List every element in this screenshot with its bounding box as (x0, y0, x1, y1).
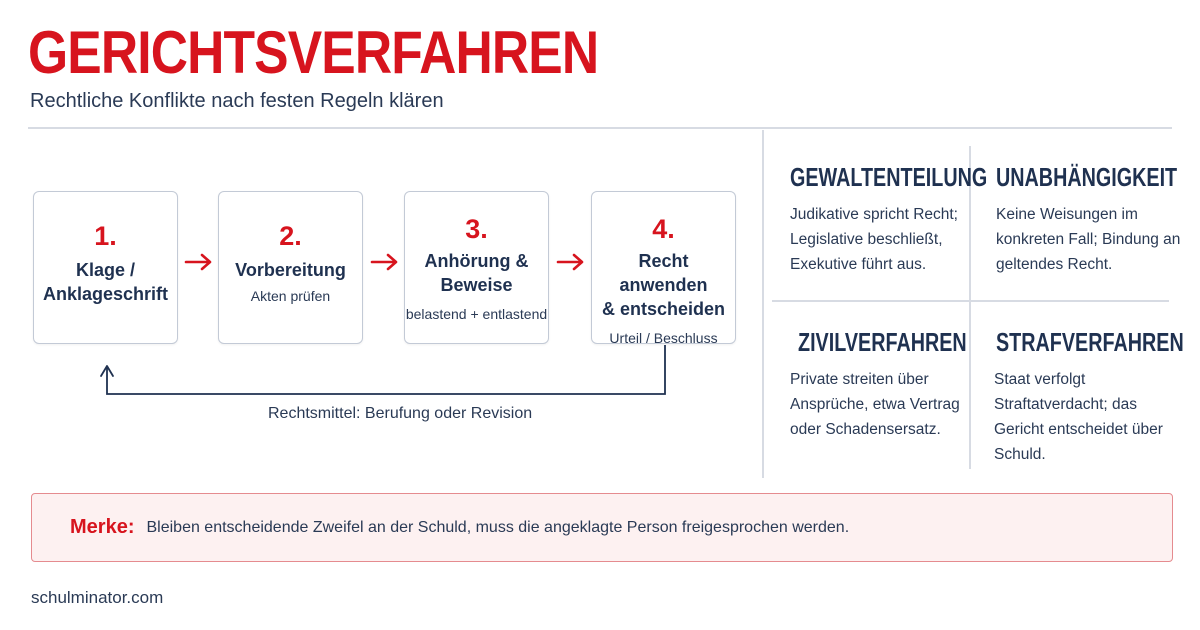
step-note: belastend + entlastend (405, 306, 548, 322)
page-subtitle: Rechtliche Konflikte nach festen Regeln klären (30, 90, 444, 112)
principle-text: Staat verfolgt Straftatverdacht; das Gericht entscheidet über Schuld. (994, 371, 1163, 463)
grid-divider-main (762, 130, 764, 478)
page-title: GERICHTSVERFAHREN (28, 19, 599, 86)
principle-strafverfahren (996, 327, 1186, 467)
step-note: Urteil / Beschluss (609, 330, 718, 346)
principle-text: Private streiten über Ansprüche, etwa Vertrag oder Schadensersatz. (790, 371, 960, 438)
principle-heading: GEWALTENTEILUNG (790, 162, 988, 192)
merke-note-box (31, 493, 1173, 562)
step-label: Anhörung & Beweise (424, 251, 529, 295)
step-label: Recht anwenden & entscheiden (601, 251, 726, 319)
process-step-1 (33, 191, 178, 344)
principle-heading: ZIVILVERFAHREN (798, 327, 967, 357)
note-text: Bleiben entscheidende Zweifel an der Schuld, muss die angeklagte Person freigesprochen werden. (146, 518, 850, 536)
step-number: 3. (465, 214, 488, 244)
principle-zivilverfahren (790, 327, 988, 442)
principle-unabhaengigkeit (996, 162, 1186, 277)
header-divider (28, 127, 1172, 129)
principle-text: Keine Weisungen im konkreten Fall; Bindung an geltendes Recht. (996, 206, 1181, 273)
footer-source: schulminator.com (31, 588, 164, 607)
feedback-loop-connector (95, 344, 675, 400)
step-label: Vorbereitung (235, 260, 346, 280)
step-note: Akten prüfen (250, 288, 331, 304)
process-step-2 (218, 191, 363, 344)
principle-heading: STRAFVERFAHREN (996, 327, 1184, 357)
principle-text: Judikative spricht Recht; Legislative beschließt, Exekutive führt aus. (790, 206, 958, 273)
step-number: 2. (279, 221, 302, 251)
grid-divider-horizontal (772, 300, 1169, 302)
principle-heading: UNABHÄNGIGKEIT (996, 162, 1178, 192)
feedback-label: Rechtsmittel: Berufung oder Revision (268, 405, 533, 422)
arrow-right-icon (556, 251, 586, 273)
step-label: Klage / Anklageschrift (42, 260, 169, 304)
process-step-4 (591, 191, 736, 344)
arrow-right-icon (184, 251, 214, 273)
arrow-right-icon (370, 251, 400, 273)
note-label: Merke: (70, 516, 135, 538)
step-number: 1. (94, 221, 117, 251)
step-number: 4. (652, 214, 675, 244)
principle-gewaltenteilung (790, 162, 988, 277)
process-step-3 (404, 191, 549, 344)
